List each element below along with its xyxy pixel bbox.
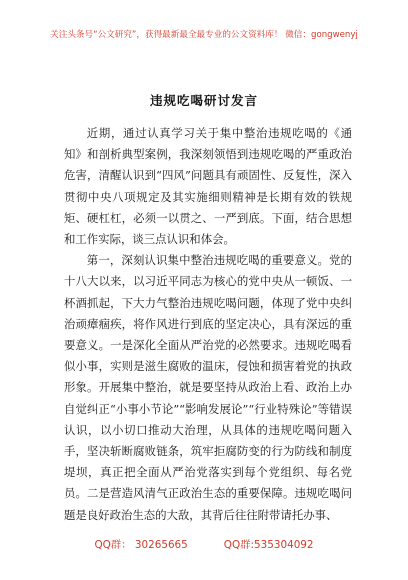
document-title: 违规吃喝研讨发言 bbox=[149, 93, 258, 108]
footer-contact bbox=[0, 536, 408, 551]
footer-qq-group-1: QQ群： 30265665 bbox=[94, 539, 188, 551]
footer-qq-group-2: QQ群:535304092 bbox=[223, 539, 314, 551]
document-body bbox=[64, 123, 352, 526]
paragraph-intro: 近期，通过认真学习关于集中整治违规吃喝的《通知》和剖析典型案例，我深刻领悟到违规吃喝的严重政治危害，清醒认识到“四风”问题具有顽固性、反复性，深入贯彻中央八项规定及其实施细则精神是长期有效的铁规矩、硬杠杠，必须一以贯之、一严到底。下面，结合思想和工作实际，谈三点认识和体会。 bbox=[64, 126, 352, 247]
header-promo-note: 关注头条号“公文研究”，获得最新最全最专业的公文资料库！ 微信：gongwenyj bbox=[50, 30, 358, 40]
paragraph-first-point: 第一，深刻认识集中整治违规吃喝的重要意义。党的十八大以来，以习近平同志为核心的党中央从一顿饭、一杯酒抓起，下大力气整治违规吃喝问题，体现了党中央纠治顽瘴痼疾，将作风进行到底的坚定决心，具有深远的重要意义。一是深化全面从严治党的必然要求。违规吃喝看似小事，实则是滋生腐败的温床，侵蚀和损害着党的执政形象。开展集中整治，就是要坚持从政治上看、政治上办自觉纠正“小事小节论”“影响发展论”“行业特殊论”等错误认识，以小切口推动大治理，从具体的违规吃喝问题入手，坚决斩断腐败链条，筑牢拒腐防变的行为防线和制度堤坝，真正把全面从严治党落实到每个党组织、每名党员。二是营造风清气正政治生态的重要保障。违规吃喝问题是良好政治生态的大敌，其背后往往附带请托办事、 bbox=[64, 253, 352, 522]
